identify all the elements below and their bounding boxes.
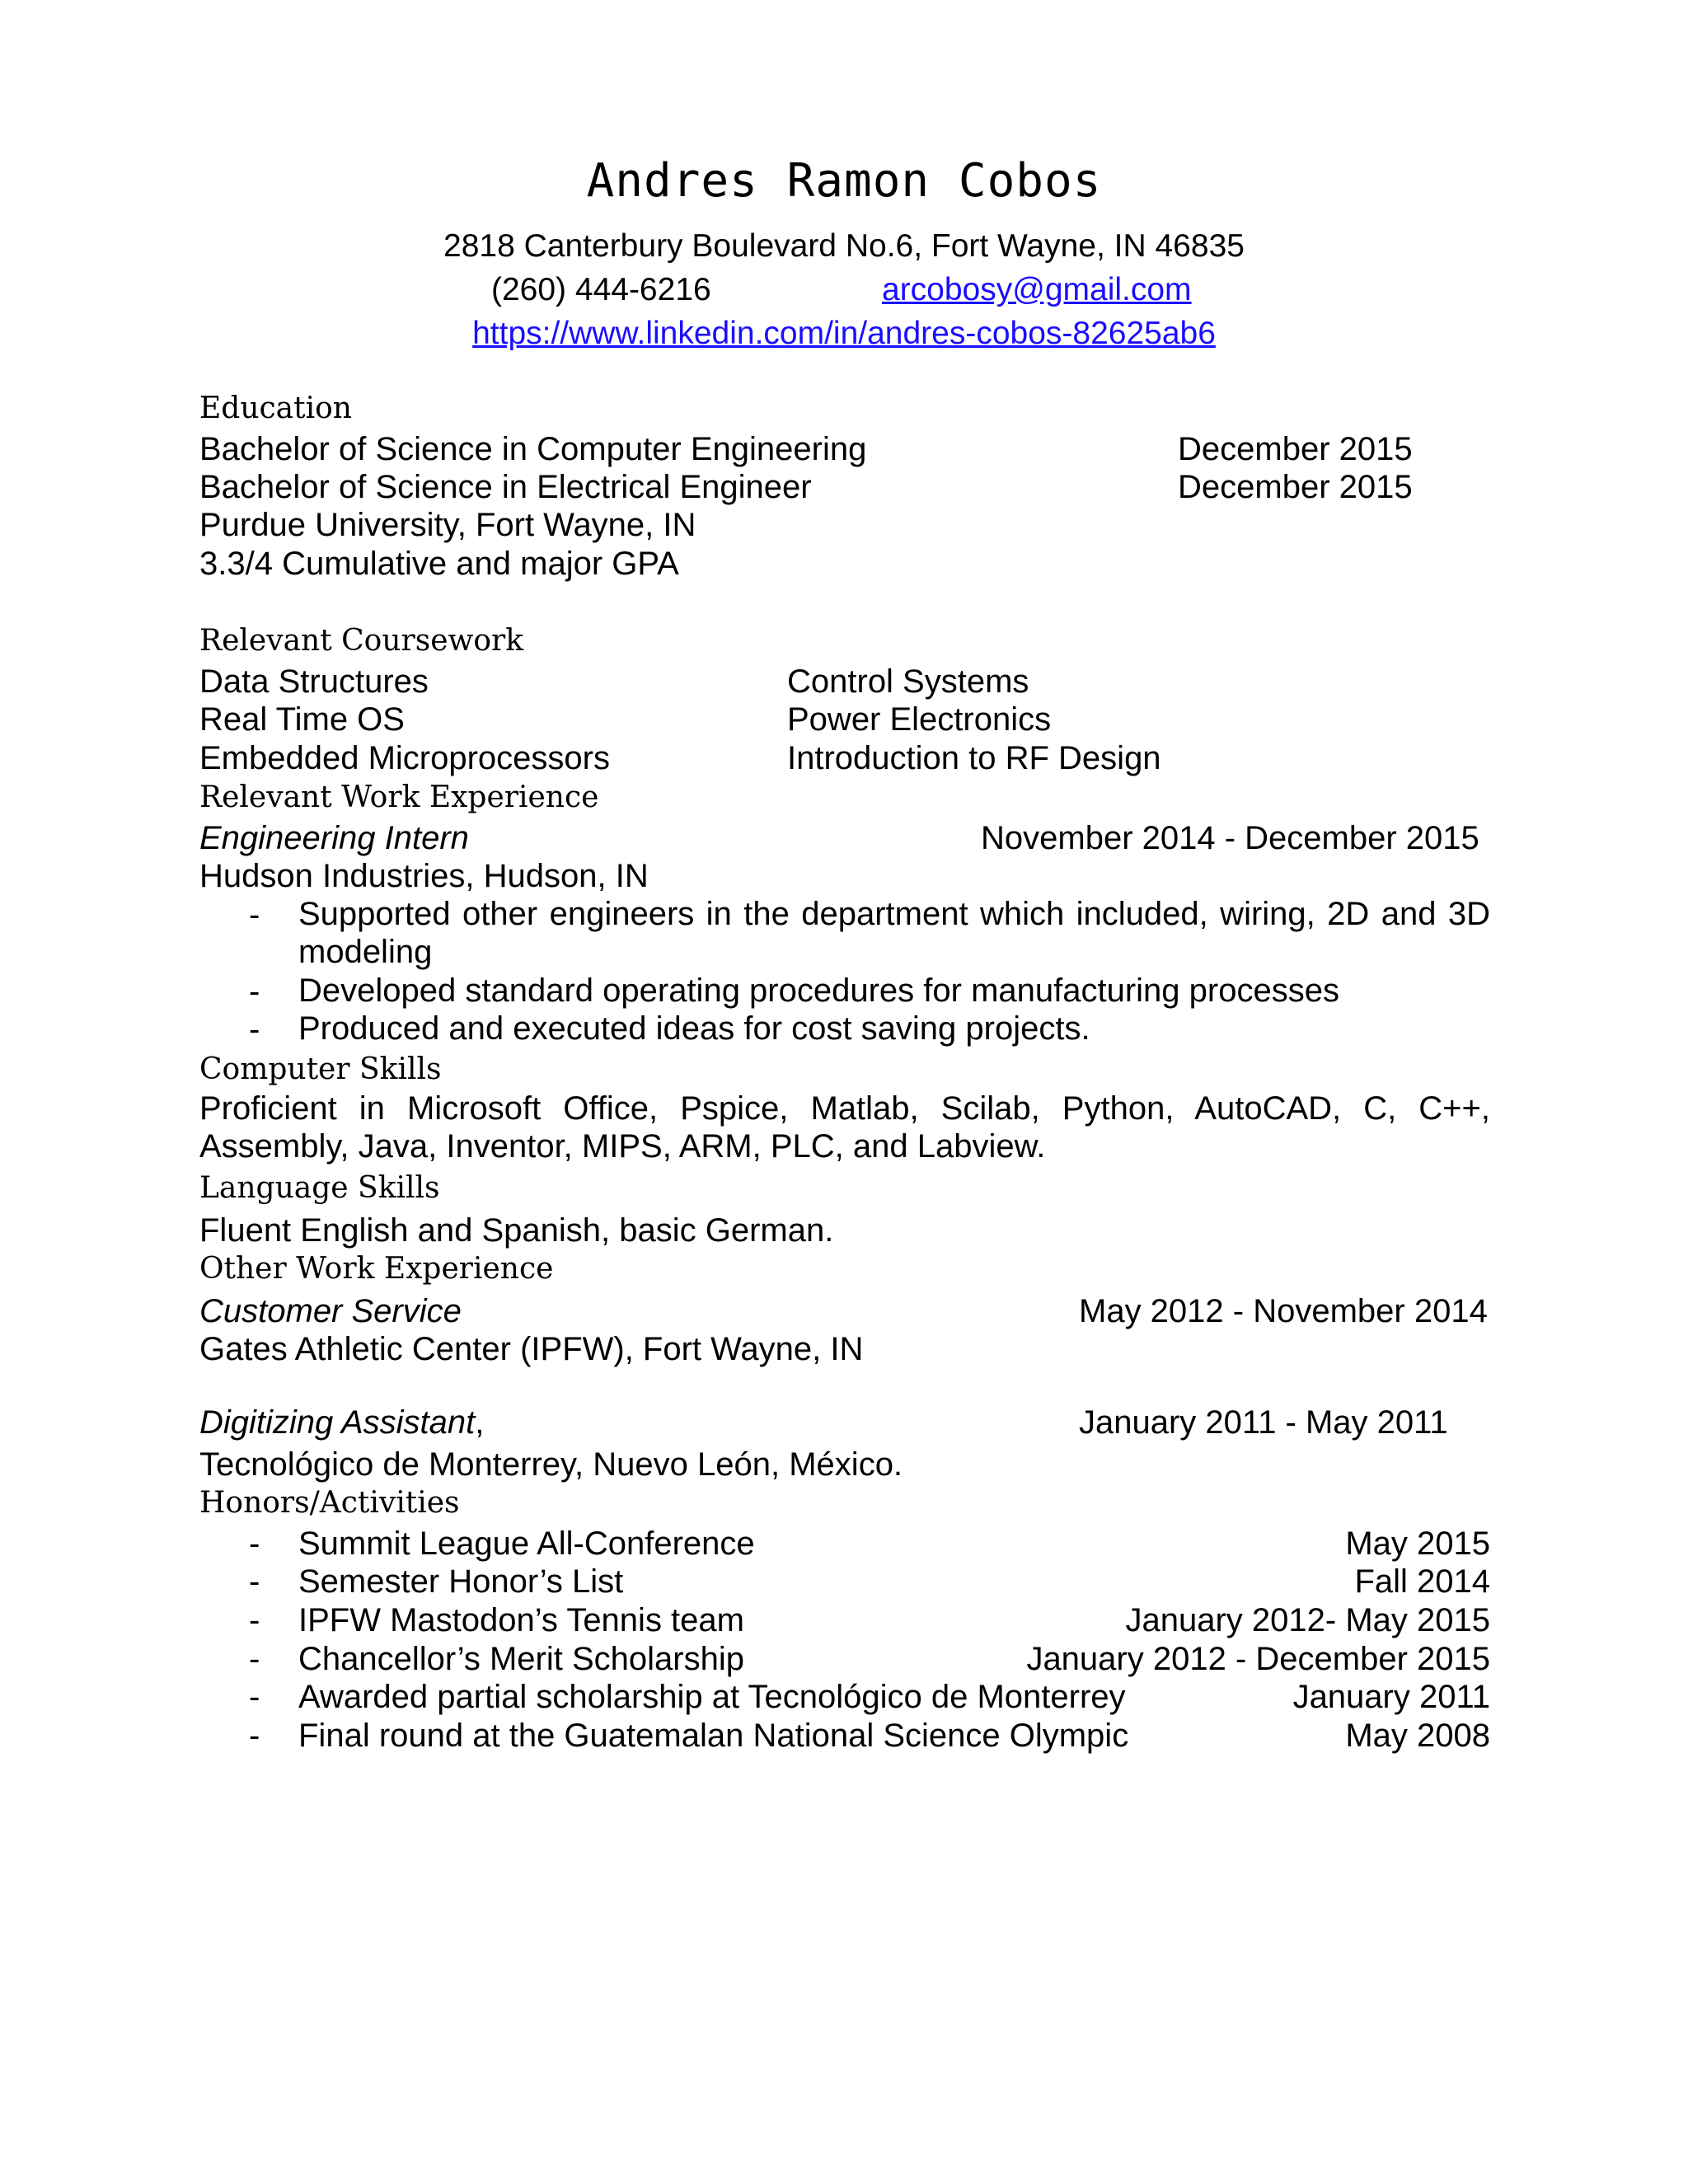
job-title-line (199, 1406, 484, 1439)
course-item: Introduction to RF Design (787, 740, 1161, 776)
language-skills-heading: Language Skills (199, 1171, 440, 1205)
honor-item: Awarded partial scholarship at Tecnológico de Monterrey (298, 1679, 1126, 1715)
degree-date: December 2015 (1178, 431, 1413, 467)
job-place: Gates Athletic Center (IPFW), Fort Wayne, IN (199, 1331, 864, 1367)
candidate-name: Andres Ramon Cobos (586, 154, 1102, 208)
honor-date: May 2008 (1345, 1718, 1490, 1754)
honor-date: January 2012 - December 2015 (1026, 1641, 1490, 1677)
job-title: Customer Service (199, 1293, 462, 1329)
bullet-dash: - (249, 897, 260, 933)
phone: (260) 444-6216 (491, 272, 711, 307)
bullet-dash: - (249, 1602, 260, 1638)
honor-item: Summit League All-Conference (298, 1526, 755, 1562)
bullet-dash: - (249, 1563, 260, 1600)
honor-date: May 2015 (1345, 1526, 1490, 1562)
work-bullet: Produced and executed ideas for cost saving projects. (298, 1010, 1090, 1047)
company: Hudson Industries, Hudson, IN (199, 858, 649, 894)
job-title: Digitizing Assistant (199, 1404, 476, 1441)
honor-date: January 2011 (1292, 1679, 1490, 1715)
other-work-heading: Other Work Experience (199, 1252, 554, 1286)
course-item: Power Electronics (787, 701, 1052, 738)
job-title: Engineering Intern (199, 820, 469, 856)
honor-item: IPFW Mastodon’s Tennis team (298, 1602, 744, 1638)
bullet-dash: - (249, 1641, 260, 1677)
bullet-dash: - (249, 1526, 260, 1562)
coursework-heading: Relevant Coursework (199, 624, 524, 658)
computer-skills-text: Proficient in Microsoft Office, Pspice, Matlab, Scilab, Python, AutoCAD, C, C++, Assembly, Java, Inventor, MIPS, ARM, PLC, and Labview. (199, 1090, 1490, 1165)
bullet-dash: - (249, 1679, 260, 1715)
degree-title: Bachelor of Science in Electrical Engineer (199, 469, 812, 505)
honor-item: Chancellor’s Merit Scholarship (298, 1641, 744, 1677)
job-place: Tecnológico de Monterrey, Nuevo León, México. (199, 1446, 903, 1483)
computer-skills-heading: Computer Skills (199, 1052, 442, 1086)
address: 2818 Canterbury Boulevard No.6, Fort Wayne, IN 46835 (443, 228, 1245, 264)
job-title-comma: , (475, 1404, 485, 1441)
work-bullet: Supported other engineers in the department which included, wiring, 2D and 3D modeling (298, 896, 1490, 970)
job-date: May 2012 - November 2014 (1079, 1293, 1488, 1329)
job-date: November 2014 - December 2015 (981, 820, 1479, 856)
course-item: Control Systems (787, 663, 1029, 700)
linkedin-link[interactable]: https://www.linkedin.com/in/andres-cobos-82625ab6 (472, 316, 1216, 351)
job-date: January 2011 - May 2011 (1079, 1404, 1448, 1441)
course-item: Embedded Microprocessors (199, 740, 610, 776)
course-item: Data Structures (199, 663, 429, 700)
gpa: 3.3/4 Cumulative and major GPA (199, 546, 679, 582)
work-bullet: Developed standard operating procedures for manufacturing processes (298, 972, 1339, 1009)
honor-item: Semester Honor’s List (298, 1563, 624, 1600)
language-skills-text: Fluent English and Spanish, basic German. (199, 1212, 834, 1249)
degree-title: Bachelor of Science in Computer Engineering (199, 431, 867, 467)
school: Purdue University, Fort Wayne, IN (199, 507, 696, 543)
honor-date: Fall 2014 (1354, 1563, 1490, 1600)
honor-date: January 2012- May 2015 (1125, 1602, 1490, 1638)
bullet-dash: - (249, 1718, 260, 1754)
work-heading: Relevant Work Experience (199, 780, 599, 814)
degree-date: December 2015 (1178, 469, 1413, 505)
email-link[interactable]: arcobosy@gmail.com (882, 272, 1192, 307)
bullet-dash: - (249, 1011, 260, 1047)
education-heading: Education (199, 391, 352, 425)
course-item: Real Time OS (199, 701, 405, 738)
honor-item: Final round at the Guatemalan National Science Olympic (298, 1718, 1129, 1754)
bullet-dash: - (249, 973, 260, 1010)
honors-heading: Honors/Activities (199, 1486, 460, 1520)
